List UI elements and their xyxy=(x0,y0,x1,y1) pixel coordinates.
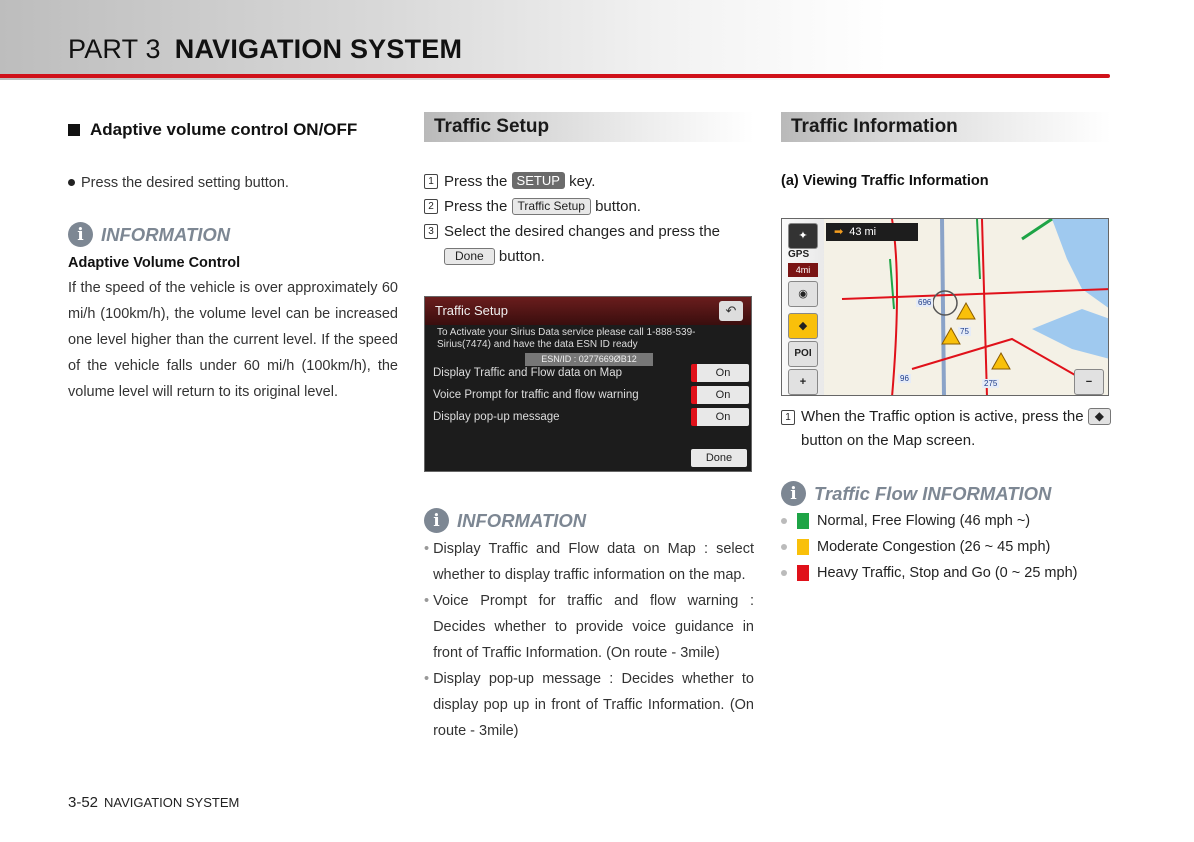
steps-list xyxy=(424,169,754,269)
step-number: 3 xyxy=(424,224,438,239)
info-heading xyxy=(424,508,586,533)
page-title xyxy=(68,34,462,65)
info-item-1: • Display Traffic and Flow data on Map : select whether to display traffic information on the map. xyxy=(424,536,754,588)
activation-note: To Activate your Sirius Data service please call 1-888-539-Sirius(7474) and have the data ESN ID ready xyxy=(437,327,696,350)
esn-id: ESN/ID : 0277669ØB12 xyxy=(525,353,653,366)
screen-title xyxy=(425,297,751,325)
zoom-in-button[interactable]: + xyxy=(788,369,818,395)
info-body: If the speed of the vehicle is over approximately 60 mi/h (100km/h), the volume level can be increased one level higher than the current level. If the speed of the vehicle falls under 60 mi/h (100km/h), the volume level will return to its original level. xyxy=(68,280,398,400)
info-icon: i xyxy=(68,222,93,247)
legend-label: Normal, Free Flowing (46 mph ~) xyxy=(817,513,1031,529)
square-bullet-icon xyxy=(68,124,80,136)
option-voice-prompt xyxy=(433,385,749,405)
option-label: Display pop-up message xyxy=(433,411,560,423)
info-list xyxy=(424,536,754,744)
yellow-swatch xyxy=(797,539,809,555)
page-number: 3-52 xyxy=(68,794,99,811)
option-label: Voice Prompt for traffic and flow warning xyxy=(433,389,639,401)
road-green-2 xyxy=(977,219,980,279)
info-title: INFORMATION xyxy=(101,223,231,245)
distance-readout xyxy=(826,223,918,241)
step-text: Select the desired changes and press the xyxy=(444,223,721,240)
step-3 xyxy=(424,219,754,269)
warning-icon xyxy=(957,303,975,319)
traffic-legend xyxy=(781,508,1111,586)
warning-icon xyxy=(992,353,1010,369)
legend-label: Moderate Congestion (26 ~ 45 mph) xyxy=(817,539,1051,555)
popup-toggle[interactable]: On xyxy=(691,408,749,426)
step-text-end: button. xyxy=(498,248,545,265)
road-main xyxy=(942,219,944,396)
column-traffic-information xyxy=(781,112,1111,189)
step-text: Press the xyxy=(444,198,508,215)
road-label-275: 275 xyxy=(984,379,998,388)
voice-prompt-toggle[interactable]: On xyxy=(691,386,749,404)
traffic-setup-screen xyxy=(424,296,752,472)
road-label-96: 96 xyxy=(900,374,909,383)
info-heading xyxy=(68,222,398,247)
road-green-3 xyxy=(1022,219,1052,239)
setup-key: SETUP xyxy=(512,172,565,189)
bullet-dot-icon xyxy=(781,544,787,550)
red-swatch xyxy=(797,565,809,581)
part-name: NAVIGATION SYSTEM xyxy=(174,34,463,64)
step-text-end: button. xyxy=(595,198,641,215)
option-popup xyxy=(433,407,749,427)
compass-icon[interactable]: ✦ xyxy=(788,223,818,249)
legend-label: Heavy Traffic, Stop and Go (0 ~ 25 mph) xyxy=(817,565,1078,581)
step-number: 1 xyxy=(781,410,795,425)
traffic-info-lower xyxy=(781,405,1111,586)
option-label: Display Traffic and Flow data on Map xyxy=(433,367,622,379)
lake-shape xyxy=(1052,219,1109,309)
step-text-end: key. xyxy=(569,173,596,190)
step-number: 2 xyxy=(424,199,438,214)
green-swatch xyxy=(797,513,809,529)
column-adaptive-volume xyxy=(68,112,398,405)
viewing-subheading: (a) Viewing Traffic Information xyxy=(781,173,989,189)
step-2 xyxy=(424,194,754,219)
info-heading xyxy=(781,481,1111,506)
scale-indicator: 4mi xyxy=(788,263,818,277)
page-footer xyxy=(68,794,239,811)
section-bar-traffic-setup: Traffic Setup xyxy=(424,112,754,142)
section-bar-traffic-information: Traffic Information xyxy=(781,112,1111,142)
voice-icon[interactable]: ◉ xyxy=(788,281,818,307)
instruction-bullet xyxy=(68,170,398,196)
option-display-traffic xyxy=(433,363,749,383)
step-text-end: button on the Map screen. xyxy=(801,432,976,449)
road-red-4 xyxy=(912,339,1082,379)
instruction-text: Press the desired setting button. xyxy=(81,175,289,191)
legend-normal xyxy=(781,508,1111,534)
map-step-1 xyxy=(781,405,1111,453)
traffic-icon[interactable]: ◆ xyxy=(788,313,818,339)
back-button[interactable]: ↶ xyxy=(719,301,743,321)
info-icon: i xyxy=(424,508,449,533)
road-red-3 xyxy=(842,289,1109,299)
header-divider xyxy=(0,74,1110,78)
step-text: When the Traffic option is active, press the xyxy=(801,408,1084,425)
display-traffic-toggle[interactable]: On xyxy=(691,364,749,382)
info-item-2: • Voice Prompt for traffic and flow warning : Decides whether to provide voice guidance in front of Traffic Information. (On route - 3mile) xyxy=(424,588,754,666)
distance-text: 43 mi xyxy=(849,226,877,238)
bullet-dot-icon xyxy=(68,179,75,186)
step-number: 1 xyxy=(424,174,438,189)
traffic-setup-key: Traffic Setup xyxy=(512,198,591,215)
footer-label: NAVIGATION SYSTEM xyxy=(104,795,240,810)
info-item-text: Display pop-up message : Decides whether to display pop up in front of Traffic Information. (On route - 3mile) xyxy=(433,671,754,739)
bullet-dot-icon xyxy=(781,570,787,576)
info-item-3: • Display pop-up message : Decides whether to display pop up in front of Traffic Information. (On route - 3mile) xyxy=(424,666,754,744)
info-icon: i xyxy=(781,481,806,506)
zoom-out-button[interactable]: − xyxy=(1074,369,1104,395)
legend-heavy xyxy=(781,560,1111,586)
screen-title-text: Traffic Setup xyxy=(435,303,508,318)
road-label-75: 75 xyxy=(960,327,969,336)
done-key: Done xyxy=(444,248,495,265)
info-title: INFORMATION xyxy=(457,509,587,531)
poi-button[interactable]: POI xyxy=(788,341,818,367)
traffic-button-icon: ◆ xyxy=(1088,408,1111,425)
part-label: PART 3 xyxy=(68,34,161,64)
info-item-text: Voice Prompt for traffic and flow warning : Decides whether to provide voice guidance in front of Traffic Information. (On route - 3mile) xyxy=(433,593,754,661)
road-red-1 xyxy=(982,219,987,396)
bullet-dot-icon xyxy=(781,518,787,524)
section-heading xyxy=(68,120,398,140)
section-heading-text: Adaptive volume control ON/OFF xyxy=(90,120,358,139)
map-canvas xyxy=(782,219,1109,396)
gps-label: GPS xyxy=(788,249,810,260)
legend-moderate xyxy=(781,534,1111,560)
map-screen xyxy=(781,218,1109,396)
info-title: Traffic Flow INFORMATION xyxy=(814,482,1052,504)
turn-arrow-icon: ➡ xyxy=(834,226,844,238)
road-green xyxy=(890,259,894,309)
road-label-696: 696 xyxy=(918,298,932,307)
river-shape xyxy=(1032,309,1109,359)
step-1 xyxy=(424,169,754,194)
info-subheading: Adaptive Volume Control xyxy=(68,255,241,271)
step-text: Press the xyxy=(444,173,508,190)
info-item-text: Display Traffic and Flow data on Map : select whether to display traffic information on the map. xyxy=(433,541,754,583)
done-button[interactable]: Done xyxy=(691,449,747,467)
